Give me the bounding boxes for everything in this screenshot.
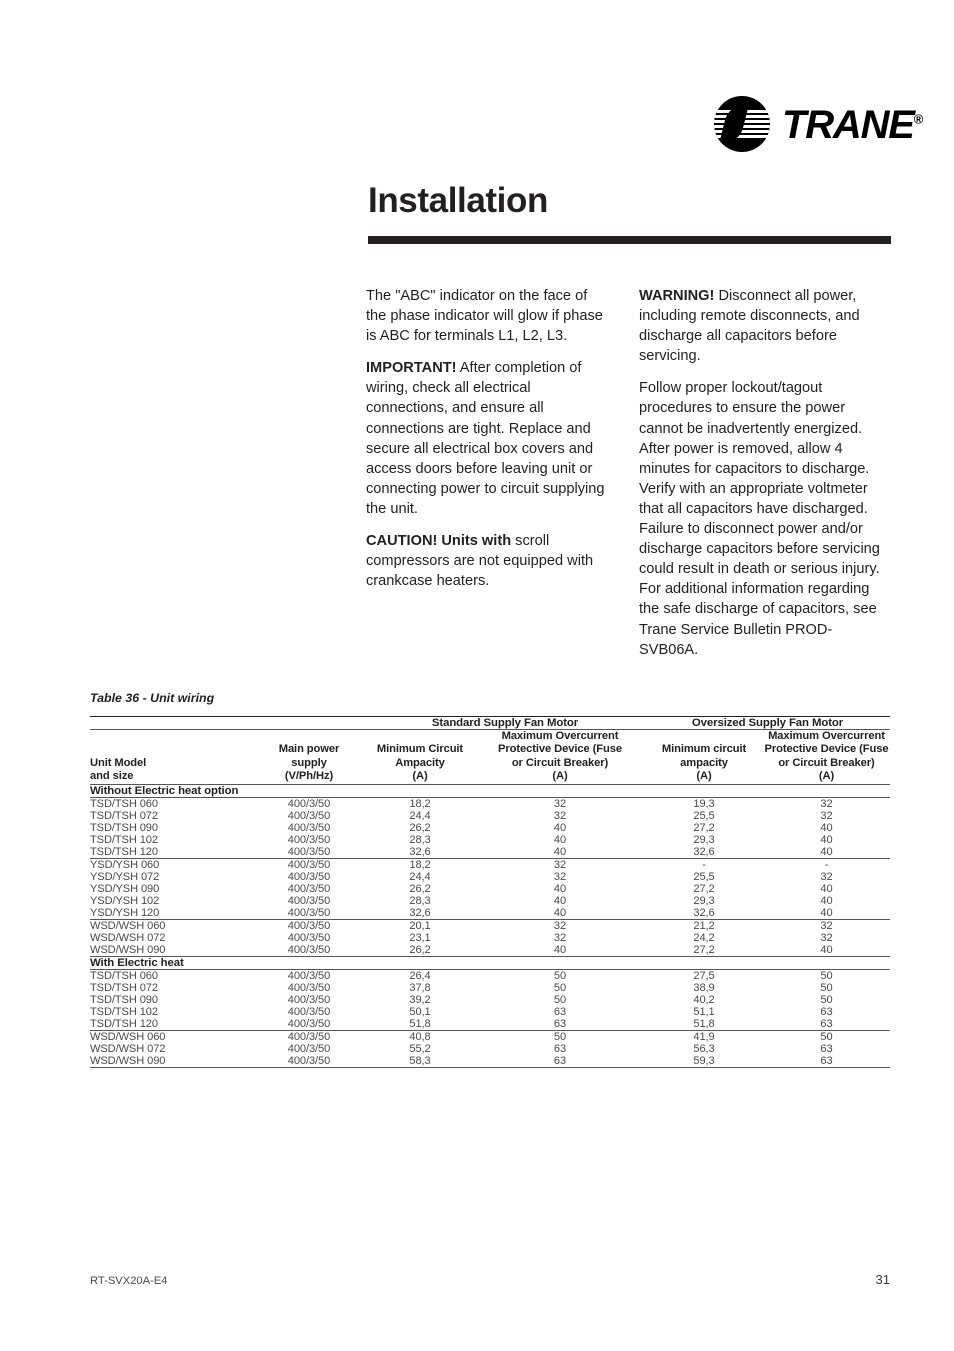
table-row [90, 858, 890, 871]
column-header-line: Protective Device (Fuse [764, 743, 889, 756]
table-cell: 25,5 [693, 870, 715, 883]
table-cell: 400/3/50 [287, 845, 331, 858]
table-cell: 400/3/50 [287, 993, 331, 1006]
cell-unit-model: TSD/TSH 090 [90, 821, 158, 834]
paragraph-warning [639, 286, 891, 366]
cell-unit-model: WSD/WSH 060 [90, 1030, 166, 1043]
table-cell: 50 [553, 1030, 567, 1043]
warning-label: WARNING! [639, 288, 715, 304]
table-cell: 29,3 [693, 894, 715, 907]
table-column-header-row [90, 730, 890, 785]
paragraph-lockout-tagout [639, 378, 891, 659]
table-cell: 27,2 [693, 821, 715, 834]
table-row [90, 969, 890, 982]
column-header-line: (A) [696, 770, 712, 783]
column-header-unit-model [90, 730, 253, 785]
cell-unit-model: WSD/WSH 072 [90, 931, 166, 944]
table-cell: 50 [820, 1030, 833, 1043]
column-header-line: (V/Ph/Hz) [284, 770, 334, 783]
table-cell: 63 [820, 1054, 833, 1067]
table-cell: 26,2 [409, 943, 431, 956]
cell-unit-model: TSD/TSH 102 [90, 1005, 158, 1018]
table-cell: 51,8 [409, 1017, 431, 1030]
column-header-line: and size [90, 770, 134, 783]
column-header-standard-mocp [475, 730, 645, 785]
table-cell: 24,4 [409, 809, 431, 822]
table-cell: 56,3 [693, 1042, 715, 1055]
table-cell: 20,1 [409, 919, 431, 932]
table-cell: 400/3/50 [287, 906, 331, 919]
table-row [90, 982, 890, 994]
table-row [90, 846, 890, 859]
table-cell: 18,2 [409, 797, 431, 810]
table-cell: 32 [820, 797, 833, 810]
table-cell: 63 [553, 1005, 567, 1018]
table-cell: 400/3/50 [287, 809, 331, 822]
column-header-line: Minimum circuit [661, 743, 747, 756]
table-cell: 40 [820, 882, 833, 895]
table-cell: 40 [820, 894, 833, 907]
table-cell: 50 [553, 969, 567, 982]
table-cell: 24,2 [693, 931, 715, 944]
table-cell: 38,9 [693, 981, 715, 994]
table-cell: 32 [820, 919, 833, 932]
cell-unit-model: TSD/TSH 120 [90, 1017, 158, 1030]
table-cell: 400/3/50 [287, 870, 331, 883]
cell-unit-model: YSD/YSH 120 [90, 906, 160, 919]
table-cell: 400/3/50 [287, 894, 331, 907]
table-cell: 50 [553, 993, 567, 1006]
table-section-header: Without Electric heat option [90, 784, 239, 797]
column-header-line: Unit Model [90, 756, 147, 769]
table-cell: 41,9 [693, 1030, 715, 1043]
table-cell: 400/3/50 [287, 919, 331, 932]
table-group-header-row [90, 717, 890, 730]
table-cell: 28,3 [409, 894, 431, 907]
column-header-line: Protective Device (Fuse [498, 743, 622, 756]
table-head [90, 717, 890, 785]
table-cell: 32 [820, 870, 833, 883]
important-label: IMPORTANT! [366, 360, 457, 377]
cell-unit-model: TSD/TSH 072 [90, 981, 158, 994]
table-bottom-rule-cell [90, 1067, 890, 1068]
table-caption: Table 36 - Unit wiring [90, 691, 215, 705]
table-cell: 400/3/50 [287, 833, 331, 846]
table-cell: 32,6 [693, 906, 715, 919]
cell-unit-model: TSD/TSH 060 [90, 969, 158, 982]
table-cell: 40 [553, 894, 567, 907]
table-cell: 32 [820, 809, 833, 822]
table-cell: 27,5 [693, 969, 715, 982]
trane-wordmark [782, 105, 923, 145]
group-header-spacer [90, 717, 253, 730]
table-cell: 400/3/50 [287, 981, 331, 994]
table-cell: 40 [820, 943, 833, 956]
table-cell: 40 [553, 882, 567, 895]
cell-unit-model: YSD/YSH 060 [90, 858, 160, 871]
table-cell: 32 [553, 858, 567, 871]
table-cell: 40 [820, 821, 833, 834]
paragraph-important [366, 358, 608, 519]
table-cell: 63 [553, 1017, 567, 1030]
cell-unit-model: YSD/YSH 072 [90, 870, 160, 883]
table-cell: 400/3/50 [287, 969, 331, 982]
table-cell: 28,3 [409, 833, 431, 846]
column-header-line: or Circuit Breaker) [511, 756, 609, 769]
group-header-spacer [253, 717, 365, 730]
caution-label: CAUTION! Units with [366, 533, 512, 550]
table-cell: 63 [820, 1017, 833, 1030]
table-cell: 63 [553, 1042, 567, 1055]
footer-document-code: RT-SVX20A-E4 [90, 1275, 168, 1287]
table-row [90, 834, 890, 846]
table-cell: 50 [820, 981, 833, 994]
footer-page-number: 31 [875, 1272, 890, 1287]
column-header-oversized-mocp [763, 730, 890, 785]
table-section-header: With Electric heat [90, 956, 184, 969]
table-cell: 27,2 [693, 882, 715, 895]
table-cell: 40 [553, 821, 567, 834]
table-row [90, 895, 890, 907]
table-cell: 32,6 [409, 906, 431, 919]
table-row [90, 1043, 890, 1055]
table-cell: 400/3/50 [287, 943, 331, 956]
paragraph-text: scroll compressors are not equipped with crankcase heaters. [366, 533, 594, 590]
table-cell: 50 [820, 993, 833, 1006]
cell-unit-model: WSD/WSH 072 [90, 1042, 166, 1055]
column-header-line: (A) [412, 770, 428, 783]
table-row [90, 871, 890, 883]
table-cell: 32 [553, 797, 567, 810]
table-cell: 59,3 [693, 1054, 715, 1067]
cell-unit-model: WSD/WSH 090 [90, 1054, 166, 1067]
column-header-line: Main power [278, 743, 340, 756]
table-cell: 400/3/50 [287, 882, 331, 895]
table-cell: 40 [553, 943, 567, 956]
table-cell: 400/3/50 [287, 1030, 331, 1043]
group-header-standard: Standard Supply Fan Motor [431, 717, 579, 729]
table-row [90, 1055, 890, 1068]
cell-unit-model: YSD/YSH 090 [90, 882, 160, 895]
table-row [90, 932, 890, 944]
paragraph-abc-indicator [366, 286, 608, 346]
table-cell: 40 [820, 845, 833, 858]
table-cell: 24,4 [409, 870, 431, 883]
column-header-line: (A) [818, 770, 835, 783]
paragraph-caution [366, 531, 608, 591]
cell-unit-model: TSD/TSH 072 [90, 809, 158, 822]
trane-logo [714, 96, 924, 152]
table-row [90, 907, 890, 920]
table-bottom-rule [90, 1067, 890, 1068]
table-cell: 50 [553, 981, 567, 994]
table-cell: 32,6 [409, 845, 431, 858]
table-cell: 26,4 [409, 969, 431, 982]
table-cell: 50 [820, 969, 833, 982]
table-cell: 40,2 [693, 993, 715, 1006]
right-text-column [639, 286, 891, 660]
table-cell: 51,8 [693, 1017, 715, 1030]
cell-unit-model: YSD/YSH 102 [90, 894, 160, 907]
table-cell: 51,1 [693, 1005, 715, 1018]
table-cell: 40,8 [409, 1030, 431, 1043]
table-cell: 400/3/50 [287, 931, 331, 944]
table-cell: 32 [553, 809, 567, 822]
table-cell: 63 [553, 1054, 567, 1067]
column-header-line: (A) [552, 770, 568, 783]
table-section-header-row [90, 956, 890, 969]
table-cell: 400/3/50 [287, 797, 331, 810]
table-cell: 63 [820, 1005, 833, 1018]
table-cell: 50,1 [409, 1005, 431, 1018]
table-cell: 27,2 [693, 943, 715, 956]
table-row [90, 994, 890, 1006]
table-cell: 400/3/50 [287, 1017, 331, 1030]
table-cell: 32 [820, 931, 833, 944]
table-body [90, 784, 890, 1068]
table-cell: 40 [820, 906, 833, 919]
group-header-oversized: Oversized Supply Fan Motor [691, 717, 844, 729]
cell-unit-model: WSD/WSH 090 [90, 943, 166, 956]
unit-wiring-table [90, 716, 890, 1068]
paragraph-text: After completion of wiring, check all electrical connections, and ensure all connections are tight. Replace and secure all electrical box covers and access doors before leaving unit or connecting power to circuit supplying the unit. [366, 360, 605, 517]
trane-circle-logo-icon [714, 96, 770, 152]
table-cell: 40 [553, 845, 567, 858]
table-cell: 21,2 [693, 919, 715, 932]
table-cell: 400/3/50 [287, 821, 331, 834]
table-cell: 32 [553, 919, 567, 932]
column-header-oversized-mca [645, 730, 763, 785]
registered-trademark-icon: ® [913, 111, 924, 127]
cell-unit-model: TSD/TSH 060 [90, 797, 158, 810]
table-cell: 40 [553, 906, 567, 919]
table-cell: 18,2 [409, 858, 431, 871]
cell-unit-model: TSD/TSH 102 [90, 833, 158, 846]
table-cell: 63 [820, 1042, 833, 1055]
paragraph-text: The "ABC" indicator on the face of the phase indicator will glow if phase is ABC for terminals L1, L2, L3. [366, 288, 603, 345]
table-row [90, 797, 890, 810]
table-cell: - [824, 858, 829, 871]
table-cell: 39,2 [409, 993, 431, 1006]
table-row [90, 883, 890, 895]
column-header-line: Maximum Overcurrent [501, 730, 619, 742]
table-row [90, 919, 890, 932]
paragraph-text: Follow proper lockout/tagout procedures to ensure the power cannot be inadvertently energized. After power is removed, allow 4 minutes for capacitors to discharge. Verify with an appropriate voltmeter that all capacitors have discharged. Failure to disconnect power and/or discharge capacitors before servicing could result in death or serious injury. For additional information regarding the safe discharge of capacitors, see Trane Service Bulletin PROD-SVB06A. [639, 380, 880, 658]
cell-unit-model: WSD/WSH 060 [90, 919, 166, 932]
column-header-line: or Circuit Breaker) [778, 756, 875, 769]
column-header-standard-mca [365, 730, 475, 785]
column-header-line: supply [291, 756, 327, 769]
trane-wordmark-text: TRANE [782, 103, 914, 147]
column-header-main-power-supply [253, 730, 365, 785]
paragraph-text: Disconnect all power, including remote disconnects, and discharge all capacitors before servicing. [639, 288, 860, 365]
table-row [90, 1018, 890, 1031]
table-cell: 25,5 [693, 809, 715, 822]
table-cell: 37,8 [409, 981, 431, 994]
cell-unit-model: TSD/TSH 120 [90, 845, 158, 858]
table-cell: 19,3 [693, 797, 715, 810]
table-row [90, 944, 890, 957]
table-cell: 40 [553, 833, 567, 846]
page-title: Installation [368, 181, 548, 220]
table-cell: - [702, 858, 706, 871]
title-divider [368, 236, 891, 244]
column-header-line: Maximum Overcurrent [768, 730, 885, 742]
column-header-line: Minimum Circuit [376, 743, 464, 756]
table-cell: 400/3/50 [287, 1054, 331, 1067]
table-cell: 32 [553, 931, 567, 944]
table-cell: 29,3 [693, 833, 715, 846]
cell-unit-model: TSD/TSH 090 [90, 993, 158, 1006]
table-cell: 400/3/50 [287, 1042, 331, 1055]
column-header-line: ampacity [680, 756, 728, 769]
table-cell: 23,1 [409, 931, 431, 944]
left-text-column [366, 286, 608, 591]
table-row [90, 822, 890, 834]
table-cell: 32 [553, 870, 567, 883]
table-cell: 400/3/50 [287, 858, 331, 871]
table-section-header-row [90, 784, 890, 797]
table-row [90, 1030, 890, 1043]
table-cell: 58,3 [409, 1054, 431, 1067]
table-row [90, 1006, 890, 1018]
table-cell: 26,2 [409, 882, 431, 895]
table-cell: 55,2 [409, 1042, 431, 1055]
table-cell: 40 [820, 833, 833, 846]
table-cell: 26,2 [409, 821, 431, 834]
table-cell: 32,6 [693, 845, 715, 858]
column-header-line: Ampacity [395, 756, 445, 769]
table-cell: 400/3/50 [287, 1005, 331, 1018]
table-row [90, 810, 890, 822]
